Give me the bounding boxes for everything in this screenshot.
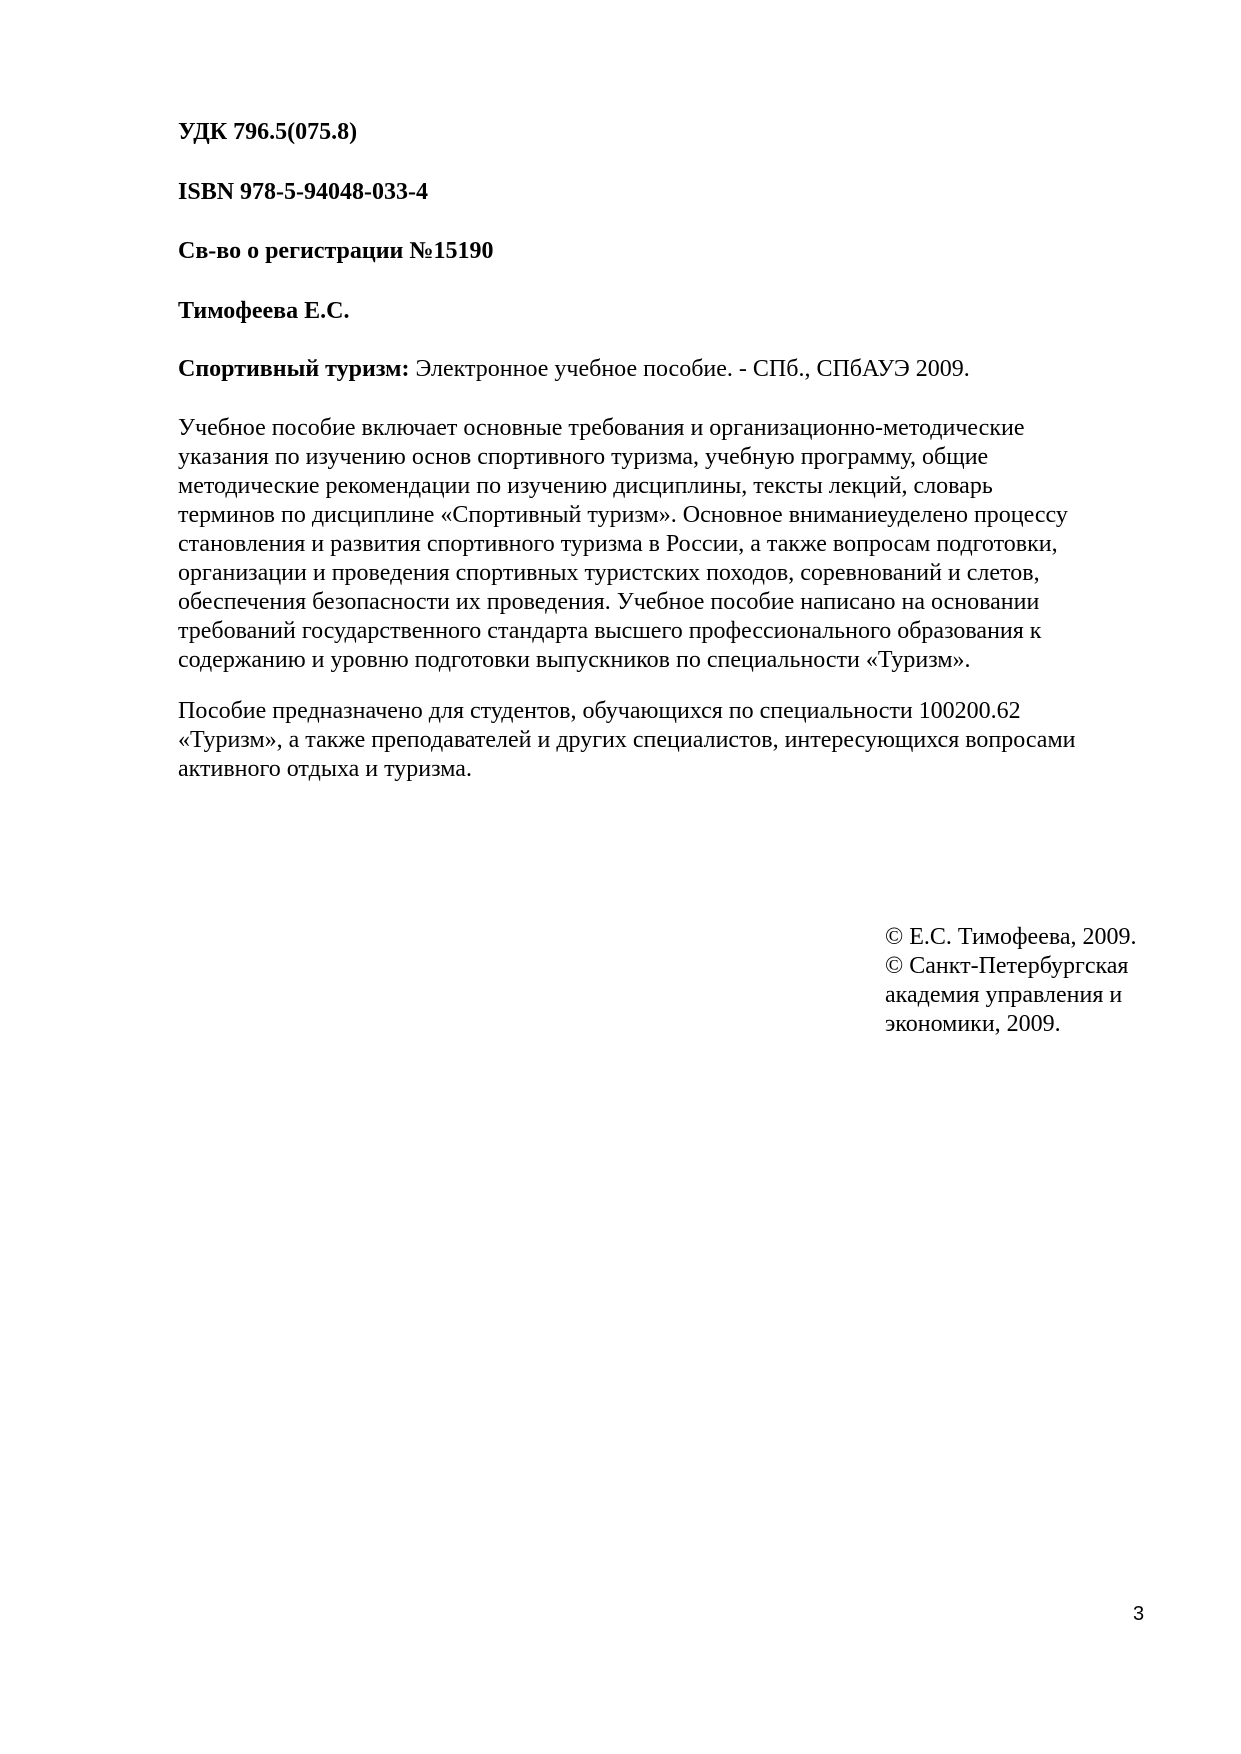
abstract-line: Учебное пособие включает основные требования и организационно-методические	[178, 415, 1025, 441]
page-number: 3	[1133, 1603, 1145, 1625]
udk-code: УДК 796.5(075.8)	[178, 119, 358, 145]
citation	[178, 355, 970, 384]
abstract-line: методические рекомендации по изучению дисциплины, тексты лекций, словарь	[178, 473, 993, 499]
registration-number: Св-во о регистрации №15190	[178, 238, 494, 264]
copyright-line: академия управления и	[885, 982, 1123, 1008]
copyright-line: экономики, 2009.	[885, 1011, 1061, 1037]
abstract-line: терминов по дисциплине «Спортивный туризм». Основное вниманиеуделено процессу	[178, 502, 1068, 528]
abstract-line: организации и проведения спортивных туристских походов, соревнований и слетов,	[178, 560, 1040, 586]
audience-line: активного отдыха и туризма.	[178, 756, 472, 782]
copyright-line: © Е.С. Тимофеева, 2009.	[885, 924, 1137, 950]
abstract-line: обеспечения безопасности их проведения. Учебное пособие написано на основании	[178, 589, 1040, 615]
abstract-paragraph	[178, 414, 1138, 675]
audience-line: «Туризм», а также преподавателей и других специалистов, интересующихся вопросами	[178, 727, 1076, 753]
abstract-line: содержанию и уровню подготовки выпускников по специальности «Туризм».	[178, 647, 971, 673]
citation-title: Спортивный туризм:	[178, 356, 410, 382]
audience-paragraph	[178, 697, 1138, 784]
audience-line: Пособие предназначено для студентов, обучающихся по специальности 100200.62	[178, 698, 1021, 724]
abstract-line: становления и развития спортивного туризма в России, а также вопросам подготовки,	[178, 531, 1058, 557]
abstract-line: требований государственного стандарта высшего профессионального образования к	[178, 618, 1042, 644]
abstract-line: указания по изучению основ спортивного туризма, учебную программу, общие	[178, 444, 989, 470]
copyright-line: © Санкт-Петербургская	[885, 953, 1129, 979]
copyright-block	[885, 923, 1185, 1039]
author-name: Тимофеева Е.С.	[178, 298, 350, 324]
citation-details: Электронное учебное пособие. - СПб., СПбАУЭ 2009.	[409, 356, 970, 382]
isbn: ISBN 978-5-94048-033-4	[178, 179, 428, 205]
